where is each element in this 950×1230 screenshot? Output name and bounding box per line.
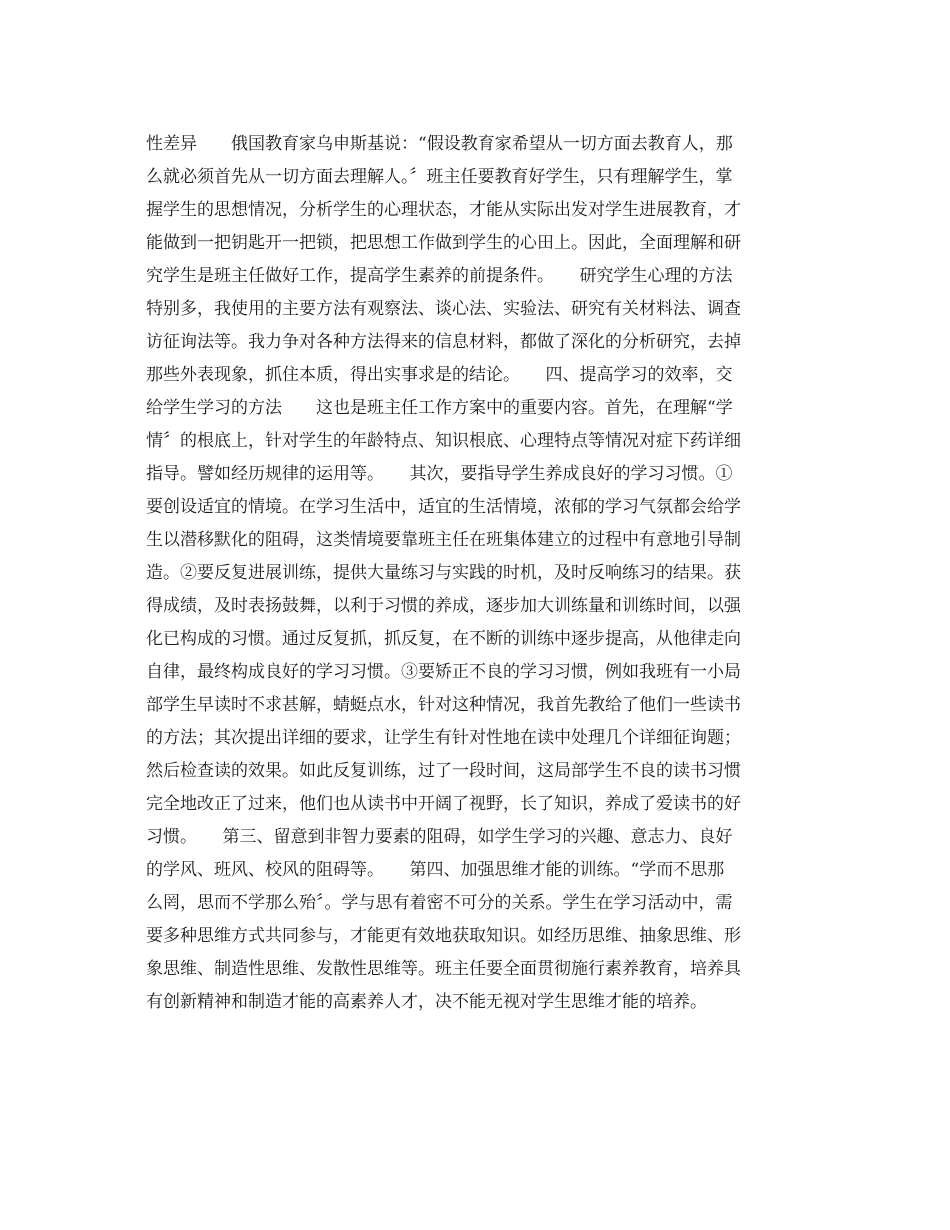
text-line: 造。②要反复进展训练，提供大量练习与实践的时机，及时反响练习的结果。获 [146,563,741,583]
body-text [146,128,806,1019]
text-line: 部学生早读时不求甚解，蜻蜓点水，针对这种情况，我首先教给了他们一些读书 [146,695,741,715]
text-line: 究学生是班主任做好工作，提高学生素养的前提条件。 研究学生心理的方法 [146,266,733,286]
text-line: 情〞的根底上，针对学生的年龄特点、知识根底、心理特点等情况对症下药详细 [146,431,741,451]
text-line: 么罔，思而不学那么殆〞。学与思有着密不可分的关系。学生在学习活动中，需 [146,893,733,913]
text-line: 生以潜移默化的阻碍，这类情境要靠班主任在班集体建立的过程中有意地引导制 [146,530,741,550]
text-line: 完全地改正了过来，他们也从读书中开阔了视野，长了知识，养成了爱读书的好 [146,794,741,814]
text-line: 化已构成的习惯。通过反复抓，抓反复，在不断的训练中逐步提高，从他律走向 [146,629,741,649]
text-line: 指导。譬如经历规律的运用等。 其次，要指导学生养成良好的学习习惯。① [146,464,733,484]
text-line: 性差异 俄国教育家乌申斯基说：“假设教育家希望从一切方面去教育人，那 [146,134,733,154]
text-line: 要创设适宜的情境。在学习生活中，适宜的生活情境，浓郁的学习气氛都会给学 [146,497,741,517]
text-line: 象思维、制造性思维、发散性思维等。班主任要全面贯彻施行素养教育，培养具 [146,959,741,979]
text-line: 特别多，我使用的主要方法有观察法、谈心法、实验法、研究有关材料法、调查 [146,299,741,319]
text-line: 的方法；其次提出详细的要求，让学生有针对性地在读中处理几个详细征询题； [146,728,741,748]
text-line: 习惯。 第三、留意到非智力要素的阻碍，如学生学习的兴趣、意志力、良好 [146,827,733,847]
text-line: 握学生的思想情况，分析学生的心理状态，才能从实际出发对学生进展教育，才 [146,200,741,220]
text-line: 能做到一把钥匙开一把锁，把思想工作做到学生的心田上。因此，全面理解和研 [146,233,741,253]
text-line: 有创新精神和制造才能的高素养人才，决不能无视对学生思维才能的培养。 [146,992,707,1012]
text-line: 么就必须首先从一切方面去理解人。〞班主任要教育好学生，只有理解学生，掌 [146,167,733,187]
text-line: 要多种思维方式共同参与，才能更有效地获取知识。如经历思维、抽象思维、形 [146,926,741,946]
text-line: 给学生学习的方法 这也是班主任工作方案中的重要内容。首先，在理解“学 [146,398,733,418]
text-line: 然后检查读的效果。如此反复训练，过了一段时间，这局部学生不良的读书习惯 [146,761,741,781]
text-line: 访征询法等。我力争对各种方法得来的信息材料，都做了深化的分析研究，去掉 [146,332,741,352]
text-line: 自律，最终构成良好的学习习惯。③要矫正不良的学习习惯，例如我班有一小局 [146,662,741,682]
text-line: 那些外表现象，抓住本质，得出实事求是的结论。 四、提高学习的效率，交 [146,365,733,385]
text-line: 得成绩，及时表扬鼓舞，以利于习惯的养成，逐步加大训练量和训练时间，以强 [146,596,741,616]
text-line: 的学风、班风、校风的阻碍等。 第四、加强思维才能的训练。“学而不思那 [146,860,725,880]
